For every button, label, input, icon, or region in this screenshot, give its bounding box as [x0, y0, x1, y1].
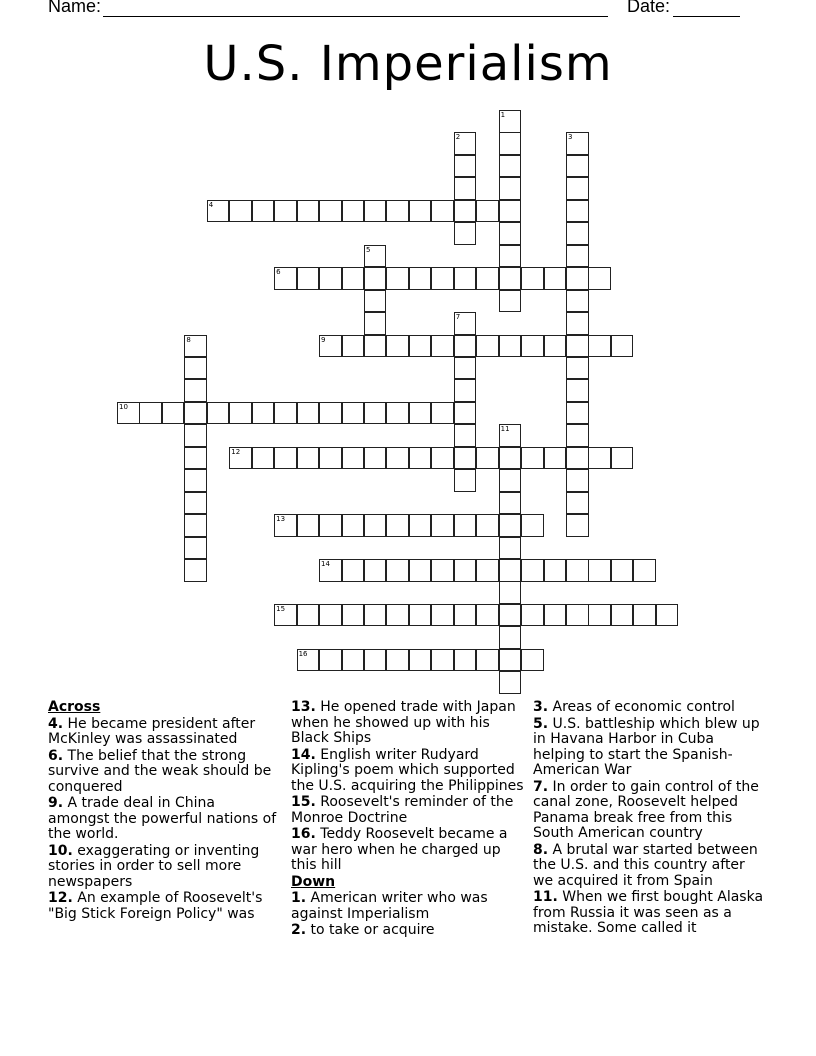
crossword-cell[interactable]	[499, 604, 522, 627]
clue-number: 5	[365, 245, 371, 254]
name-label: Name:	[48, 0, 102, 16]
crossword-cell[interactable]	[139, 402, 162, 425]
clue-down-11: 11. When we first bought Alaska from Russia it was seen as a mistake. Some called it	[533, 889, 764, 936]
crossword-cell[interactable]	[454, 469, 477, 492]
crossword-cell[interactable]	[454, 267, 477, 290]
crossword-cell[interactable]	[454, 357, 477, 380]
clue-across-6: 6. The belief that the strong survive and the weak should be conquered	[48, 747, 272, 795]
crossword-cell[interactable]	[499, 267, 522, 290]
crossword-cell[interactable]	[364, 290, 387, 313]
crossword-cell[interactable]	[409, 649, 432, 672]
crossword-cell[interactable]	[319, 267, 342, 290]
crossword-cell[interactable]	[566, 222, 589, 245]
crossword-cell[interactable]	[566, 267, 589, 290]
crossword-cell[interactable]	[342, 514, 365, 537]
crossword-cell[interactable]	[431, 267, 454, 290]
clue-across-10: 10. exaggerating or inventing stories in order to sell more newspapers	[48, 842, 260, 890]
crossword-cell[interactable]	[409, 402, 432, 425]
crossword-cell[interactable]	[521, 604, 544, 627]
crossword-cell[interactable]	[566, 514, 589, 537]
crossword-cell[interactable]	[319, 447, 342, 470]
down-heading: Down	[291, 873, 336, 890]
crossword-cell[interactable]	[431, 514, 454, 537]
crossword-cell[interactable]	[297, 402, 320, 425]
crossword-cell[interactable]	[162, 402, 185, 425]
crossword-cell[interactable]	[566, 357, 589, 380]
crossword-cell[interactable]	[364, 402, 387, 425]
crossword-cell[interactable]	[409, 267, 432, 290]
crossword-cell[interactable]	[229, 402, 252, 425]
crossword-cell[interactable]	[454, 132, 477, 155]
crossword-cell[interactable]	[544, 447, 567, 470]
crossword-cell[interactable]	[499, 245, 522, 268]
crossword-cell[interactable]	[319, 402, 342, 425]
clue-number: 11	[500, 425, 510, 434]
crossword-cell[interactable]	[454, 335, 477, 358]
crossword-cell[interactable]	[364, 312, 387, 335]
clue-down-7: 7. In order to gain control of the canal zone, Roosevelt helped Panama break free from this South American country	[533, 778, 759, 841]
crossword-cell[interactable]	[364, 649, 387, 672]
crossword-cell[interactable]	[319, 514, 342, 537]
crossword-cell[interactable]	[588, 604, 611, 627]
crossword-cell[interactable]	[499, 335, 522, 358]
clue-down-5: 5. U.S. battleship which blew up in Havana Harbor in Cuba helping to start the Spanish-American War	[533, 715, 760, 778]
clues-column-3	[533, 700, 769, 938]
crossword-cell[interactable]	[499, 514, 522, 537]
clue-number: 10	[119, 402, 128, 411]
crossword-cell[interactable]	[499, 155, 522, 178]
crossword-cell[interactable]	[342, 559, 365, 582]
crossword-cell[interactable]	[454, 649, 477, 672]
crossword-cell[interactable]	[499, 177, 522, 200]
clue-across-9: 9. A trade deal in China amongst the powerful nations of the world.	[48, 795, 277, 842]
crossword-cell[interactable]	[364, 559, 387, 582]
crossword-cell[interactable]	[431, 402, 454, 425]
crossword-cell[interactable]	[633, 559, 656, 582]
crossword-cell[interactable]	[544, 335, 567, 358]
crossword-cell[interactable]	[454, 447, 477, 470]
crossword-cell[interactable]	[409, 447, 432, 470]
crossword-cell[interactable]	[409, 335, 432, 358]
crossword-cell[interactable]	[566, 312, 589, 335]
date-label: Date:	[627, 0, 671, 16]
crossword-cell[interactable]	[342, 447, 365, 470]
crossword-cell[interactable]	[611, 559, 634, 582]
clues-column-1	[48, 700, 280, 923]
clue-across-4: 4. He became president after McKinley was assassinated	[48, 715, 256, 747]
crossword-cell[interactable]	[297, 649, 320, 672]
crossword-cell[interactable]	[499, 559, 522, 582]
crossword-cell[interactable]	[588, 447, 611, 470]
crossword-cell[interactable]	[588, 335, 611, 358]
clue-number: 7	[455, 313, 461, 322]
clue-number: 9	[321, 335, 326, 344]
crossword-cell[interactable]	[566, 492, 589, 515]
crossword-cell[interactable]	[544, 559, 567, 582]
crossword-cell[interactable]	[499, 537, 522, 560]
crossword-cell[interactable]	[611, 604, 634, 627]
crossword-cell[interactable]	[342, 267, 365, 290]
clue-number: 2	[455, 133, 461, 142]
crossword-cell[interactable]	[521, 335, 544, 358]
crossword-cell[interactable]	[184, 357, 207, 380]
crossword-cell[interactable]	[319, 649, 342, 672]
crossword-cell[interactable]	[566, 447, 589, 470]
clue-number: 6	[276, 268, 281, 277]
clue-across-15: 15. Roosevelt's reminder of the Monroe Doctrine	[291, 794, 514, 826]
crossword-cell[interactable]	[252, 447, 275, 470]
crossword-cell[interactable]	[342, 402, 365, 425]
crossword-cell[interactable]	[499, 222, 522, 245]
clue-number: 4	[208, 200, 214, 209]
crossword-cell[interactable]	[184, 379, 207, 402]
crossword-cell[interactable]	[454, 312, 477, 335]
crossword-cell[interactable]	[499, 110, 522, 133]
crossword-cell[interactable]	[274, 514, 297, 537]
crossword-cell[interactable]	[229, 447, 252, 470]
crossword-cell[interactable]	[499, 671, 522, 694]
crossword-cell[interactable]	[611, 447, 634, 470]
crossword-cell[interactable]	[566, 290, 589, 313]
clue-number: 3	[568, 133, 573, 142]
crossword-cell[interactable]	[184, 469, 207, 492]
crossword-cell[interactable]	[342, 649, 365, 672]
crossword-cell[interactable]	[521, 514, 544, 537]
crossword-cell[interactable]	[566, 379, 589, 402]
crossword-cell[interactable]	[521, 267, 544, 290]
crossword-cell[interactable]	[476, 649, 499, 672]
crossword-cell[interactable]	[319, 200, 342, 223]
crossword-cell[interactable]	[476, 559, 499, 582]
crossword-cell[interactable]	[184, 402, 207, 425]
clue-number: 15	[276, 604, 286, 613]
crossword-cell[interactable]	[499, 424, 522, 447]
crossword-cell[interactable]	[476, 200, 499, 223]
crossword-cell[interactable]	[364, 514, 387, 537]
crossword-cell[interactable]	[566, 424, 589, 447]
clue-across-14: 14. English writer Rudyard Kipling's poem which supported the U.S. acquiring the Philippines	[291, 746, 524, 794]
crossword-cell[interactable]	[274, 402, 297, 425]
crossword-cell[interactable]	[454, 155, 477, 178]
crossword-cell[interactable]	[431, 559, 454, 582]
crossword-cell[interactable]	[274, 447, 297, 470]
crossword-cell[interactable]	[454, 402, 477, 425]
crossword-cell[interactable]	[566, 335, 589, 358]
crossword-cell[interactable]	[184, 492, 207, 515]
crossword-cell[interactable]	[386, 604, 409, 627]
crossword-cell[interactable]	[544, 604, 567, 627]
crossword-cell[interactable]	[566, 402, 589, 425]
across-heading: Across	[48, 699, 101, 715]
crossword-cell[interactable]	[252, 402, 275, 425]
clue-down-1: 1. American writer who was against Imperialism	[291, 890, 488, 922]
crossword-cell[interactable]	[184, 559, 207, 582]
crossword-cell[interactable]	[319, 335, 342, 358]
crossword-cell[interactable]	[184, 424, 207, 447]
crossword-cell[interactable]	[386, 402, 409, 425]
crossword-cell[interactable]	[184, 514, 207, 537]
crossword-cell[interactable]	[431, 200, 454, 223]
crossword-cell[interactable]	[521, 649, 544, 672]
crossword-cell[interactable]	[566, 155, 589, 178]
crossword-cell[interactable]	[297, 200, 320, 223]
crossword-cell[interactable]	[297, 267, 320, 290]
crossword-cell[interactable]	[364, 245, 387, 268]
crossword-cell[interactable]	[409, 559, 432, 582]
crossword-cell[interactable]	[476, 335, 499, 358]
crossword-cell[interactable]	[364, 447, 387, 470]
crossword-cell[interactable]	[476, 604, 499, 627]
crossword-cell[interactable]	[386, 335, 409, 358]
crossword-cell[interactable]	[588, 559, 611, 582]
crossword-cell[interactable]	[297, 447, 320, 470]
crossword-cell[interactable]	[521, 559, 544, 582]
crossword-cell[interactable]	[431, 335, 454, 358]
crossword-cell[interactable]	[566, 469, 589, 492]
crossword-cell[interactable]	[499, 290, 522, 313]
crossword-cell[interactable]	[566, 177, 589, 200]
crossword-cell[interactable]	[184, 537, 207, 560]
crossword-cell[interactable]	[499, 469, 522, 492]
crossword-cell[interactable]	[499, 649, 522, 672]
crossword-cell[interactable]	[252, 200, 275, 223]
crossword-cell[interactable]	[431, 447, 454, 470]
clue-number: 8	[186, 335, 191, 344]
crossword-cell[interactable]	[386, 267, 409, 290]
crossword-cell[interactable]	[386, 200, 409, 223]
crossword-cell[interactable]	[454, 559, 477, 582]
page-title: U.S. Imperialism	[203, 36, 613, 92]
crossword-cell[interactable]	[207, 402, 230, 425]
clues-column-2	[291, 700, 527, 940]
crossword-cell[interactable]	[431, 649, 454, 672]
crossword-cell[interactable]	[476, 514, 499, 537]
crossword-cell[interactable]	[207, 200, 230, 223]
crossword-cell[interactable]	[386, 559, 409, 582]
crossword-cell[interactable]	[499, 132, 522, 155]
crossword-cell[interactable]	[364, 267, 387, 290]
crossword-cell[interactable]	[499, 581, 522, 604]
crossword-cell[interactable]	[319, 604, 342, 627]
clue-number: 16	[298, 649, 308, 658]
crossword-cell[interactable]	[431, 604, 454, 627]
crossword-cell[interactable]	[521, 447, 544, 470]
crossword-cell[interactable]	[184, 447, 207, 470]
crossword-cell[interactable]	[633, 604, 656, 627]
clue-down-2: 2. to take or acquire	[291, 922, 435, 938]
crossword-cell[interactable]	[611, 335, 634, 358]
crossword-cell[interactable]	[184, 335, 207, 358]
crossword-cell[interactable]	[117, 402, 140, 425]
crossword-cell[interactable]	[499, 447, 522, 470]
crossword-cell[interactable]	[566, 132, 589, 155]
clue-number: 1	[500, 111, 506, 119]
crossword-cell[interactable]	[544, 267, 567, 290]
clue-number: 12	[231, 447, 241, 456]
crossword-cell[interactable]	[499, 626, 522, 649]
crossword-cell[interactable]	[342, 604, 365, 627]
crossword-cell[interactable]	[454, 177, 477, 200]
crossword-cell[interactable]	[386, 514, 409, 537]
clue-number: 13	[276, 515, 286, 524]
crossword-cell[interactable]	[319, 559, 342, 582]
crossword-cell[interactable]	[454, 424, 477, 447]
clue-number: 14	[321, 560, 330, 568]
crossword-cell[interactable]	[386, 447, 409, 470]
crossword-cell[interactable]	[229, 200, 252, 223]
crossword-cell[interactable]	[476, 267, 499, 290]
crossword-cell[interactable]	[566, 200, 589, 223]
crossword-cell[interactable]	[274, 200, 297, 223]
crossword-cell[interactable]	[454, 200, 477, 223]
crossword-cell[interactable]	[566, 245, 589, 268]
crossword-cell[interactable]	[566, 604, 589, 627]
crossword-cell[interactable]	[454, 604, 477, 627]
crossword-cell[interactable]	[274, 267, 297, 290]
crossword-cell[interactable]	[499, 200, 522, 223]
clue-across-12: 12. An example of Roosevelt's "Big Stick Foreign Policy" was	[48, 890, 263, 922]
crossword-cell[interactable]	[499, 492, 522, 515]
crossword-cell[interactable]	[342, 200, 365, 223]
crossword-cell[interactable]	[656, 604, 679, 627]
crossword-cell[interactable]	[454, 379, 477, 402]
crossword-cell[interactable]	[342, 335, 365, 358]
clue-down-8: 8. A brutal war started between the U.S. and this country after we acquired it from Spain	[533, 841, 758, 889]
crossword-cell[interactable]	[409, 604, 432, 627]
clue-down-3: 3. Areas of economic control	[533, 699, 735, 715]
crossword-cell[interactable]	[566, 559, 589, 582]
crossword-cell[interactable]	[274, 604, 297, 627]
clue-across-13: 13. He opened trade with Japan when he showed up with his Black Ships	[291, 699, 516, 746]
crossword-cell[interactable]	[409, 514, 432, 537]
crossword-cell[interactable]	[386, 649, 409, 672]
crossword-cell[interactable]	[364, 335, 387, 358]
crossword-cell[interactable]	[364, 604, 387, 627]
crossword-cell[interactable]	[454, 514, 477, 537]
crossword-cell[interactable]	[454, 222, 477, 245]
crossword-cell[interactable]	[364, 200, 387, 223]
crossword-cell[interactable]	[409, 200, 432, 223]
crossword-cell[interactable]	[297, 604, 320, 627]
crossword-cell[interactable]	[476, 447, 499, 470]
clue-across-16: 16. Teddy Roosevelt became a war hero when he charged up this hill	[291, 826, 508, 873]
crossword-cell[interactable]	[588, 267, 611, 290]
crossword-cell[interactable]	[297, 514, 320, 537]
